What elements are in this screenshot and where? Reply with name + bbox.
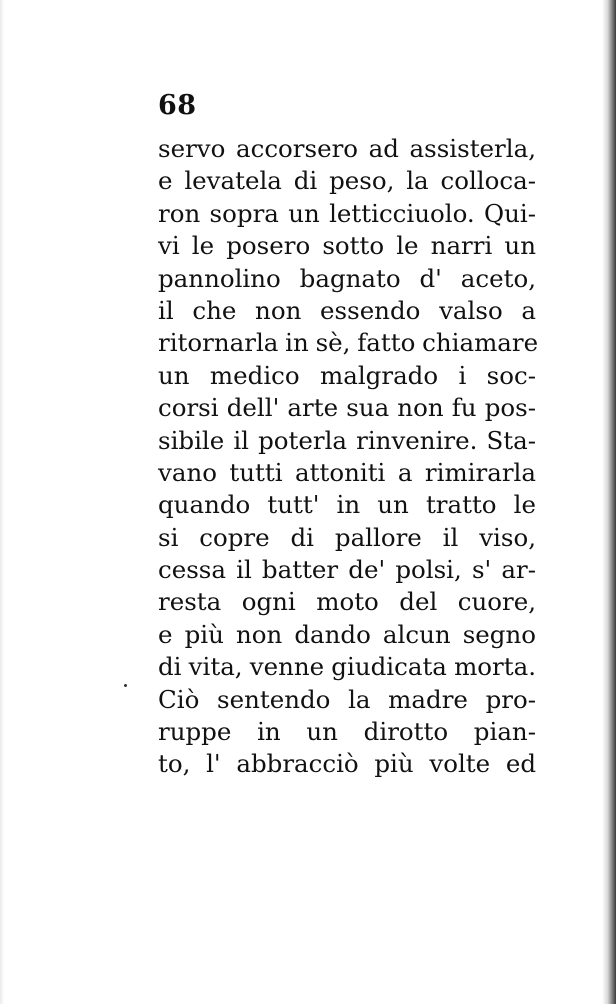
text-line: cessa il batter de' polsi, s' ar- — [158, 555, 536, 585]
text-line: to, l' abbracciò più volte ed — [158, 749, 536, 779]
page-right-edge-shadow — [602, 0, 616, 1004]
page-number: 68 — [158, 90, 197, 121]
page-left-edge — [0, 0, 4, 1004]
text-line: quando tutt' in un tratto le — [158, 490, 536, 520]
text-line: ritornarla in sè, fatto chiamare — [158, 328, 539, 358]
text-line: e più non dando alcun segno — [158, 619, 536, 649]
ink-speck — [124, 684, 127, 687]
text-line: corsi dell' arte sua non fu pos- — [158, 393, 536, 423]
text-line: e levatela di peso, la colloca- — [158, 166, 536, 196]
text-line: ruppe in un dirotto pian- — [158, 717, 536, 747]
text-line: il che non essendo valso a — [158, 295, 536, 325]
text-line: un medico malgrado i soc- — [158, 360, 536, 390]
text-line: resta ogni moto del cuore, — [158, 587, 536, 617]
text-line: ron sopra un letticciuolo. Qui- — [158, 198, 536, 228]
text-line: pannolino bagnato d' aceto, — [158, 263, 536, 293]
text-line: vano tutti attoniti a rimirarla — [158, 457, 536, 487]
text-line: Ciò sentendo la madre pro- — [158, 684, 536, 714]
text-line: di vita, venne giudicata morta. — [158, 652, 536, 682]
text-line: vi le posero sotto le narri un — [158, 231, 536, 261]
text-line: servo accorsero ad assisterla, — [158, 134, 536, 163]
text-line: sibile il poterla rinvenire. Sta- — [158, 425, 536, 455]
text-line: si copre di pallore il viso, — [158, 522, 536, 552]
body-text — [158, 133, 539, 781]
